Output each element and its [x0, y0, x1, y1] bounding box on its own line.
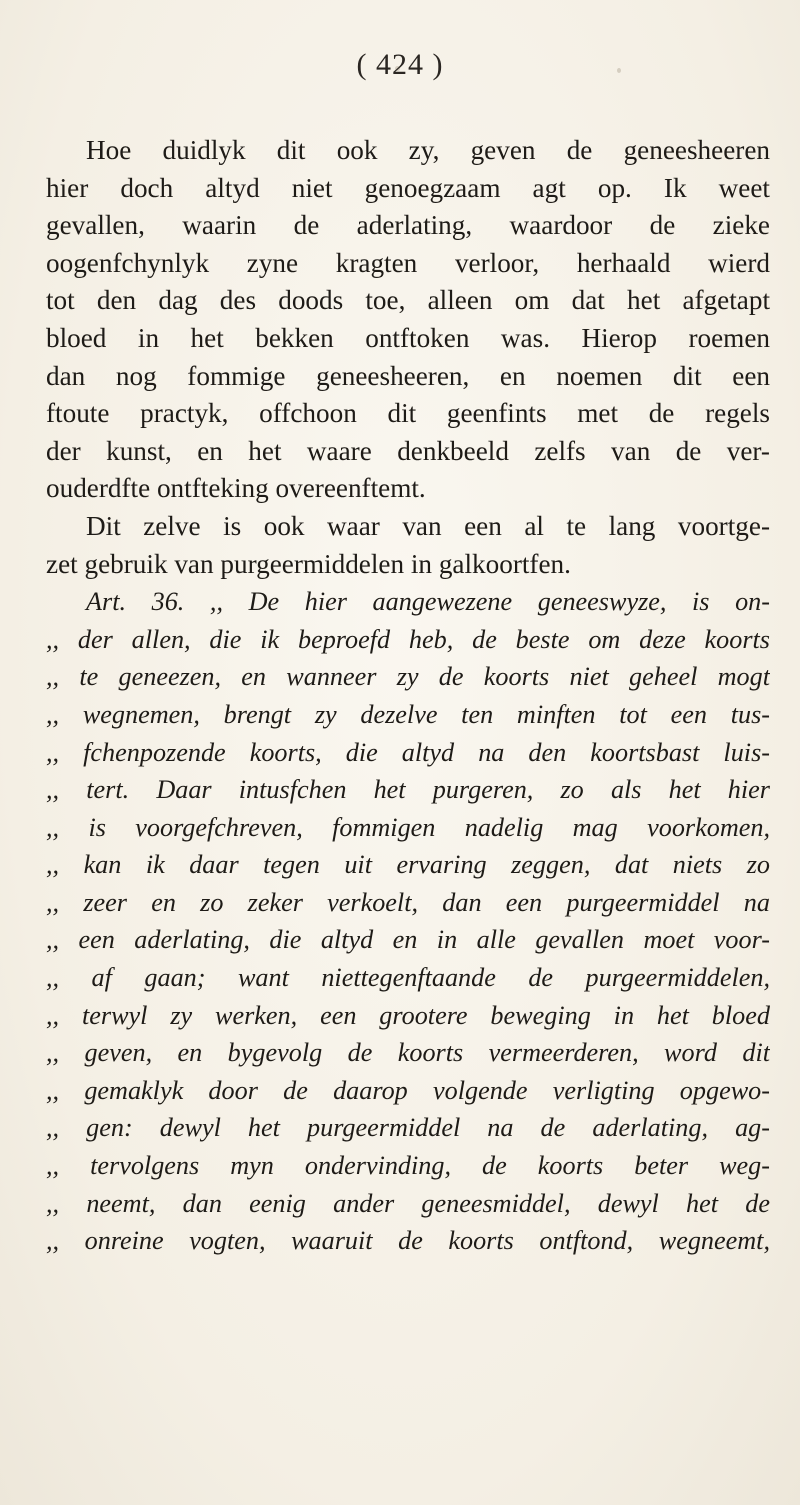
text-line: ,, gen: dewyl het purgeermiddel na de aderlating, ag- — [46, 1113, 770, 1143]
text-line: ouderdfte ontfteking overeenftemt. — [46, 473, 426, 504]
text-line: bloed in het bekken ontftoken was. Hierop roemen — [46, 322, 770, 353]
text-line: ftoute practyk, offchoon dit geenfints met de regels — [46, 398, 770, 429]
text-line: ,, is voorgefchreven, fommigen nadelig mag voorkomen, — [46, 812, 770, 842]
text-line: ,, kan ik daar tegen uit ervaring zeggen, dat niets zo — [46, 850, 770, 880]
text-line: ,, geven, en bygevolg de koorts vermeerderen, word dit — [46, 1038, 770, 1068]
text-line: zet gebruik van purgeermiddelen in galkoortfen. — [46, 548, 571, 579]
text-line: gevallen, waarin de aderlating, waardoor de zieke — [46, 210, 770, 241]
text-line: ,, der allen, die ik beproefd heb, de beste om deze koorts — [46, 624, 770, 654]
body-text — [46, 132, 770, 1260]
text-line: ,, onreine vogten, waaruit de koorts ontftond, wegneemt, — [46, 1226, 770, 1256]
text-line: Dit zelve is ook waar van een al te lang voortge- — [86, 510, 770, 541]
text-line: ,, tert. Daar intusfchen het purgeren, zo als het hier — [46, 775, 770, 805]
text-line: tot den dag des doods toe, alleen om dat het afgetapt — [46, 285, 770, 316]
text-line: ,, neemt, dan eenig ander geneesmiddel, dewyl het de — [46, 1188, 770, 1218]
text-line: ,, zeer en zo zeker verkoelt, dan een purgeermiddel na — [46, 887, 770, 917]
text-line: ,, een aderlating, die altyd en in alle gevallen moet voor- — [46, 925, 770, 955]
text-line: ,, gemaklyk door de daarop volgende verligting opgewo- — [46, 1075, 770, 1105]
text-line: dan nog fommige geneesheeren, en noemen dit een — [46, 360, 770, 391]
text-line: Hoe duidlyk dit ook zy, geven de geneesheeren — [86, 135, 770, 165]
text-line: ,, terwyl zy werken, een grootere beweging in het bloed — [46, 1000, 770, 1030]
text-line: ,, te geneezen, en wanneer zy de koorts niet geheel mogt — [46, 662, 770, 692]
text-line: ,, fchenpozende koorts, die altyd na den koortsbast luis- — [46, 737, 770, 767]
text-line: ,, tervolgens myn ondervinding, de koorts beter weg- — [46, 1151, 770, 1181]
text-line: hier doch altyd niet genoegzaam agt op. Ik weet — [46, 172, 770, 203]
text-line: der kunst, en het waare denkbeeld zelfs van de ver- — [46, 435, 770, 466]
text-line: ,, af gaan; want niettegenftaande de purgeermiddelen, — [46, 963, 770, 993]
text-line: oogenfchynlyk zyne kragten verloor, herhaald wierd — [46, 247, 770, 278]
page-number: ( 424 ) — [356, 48, 444, 81]
text-line: Art. 36. ,, De hier aangewezene geneeswyze, is on- — [86, 587, 770, 617]
text-line: ,, wegnemen, brengt zy dezelve ten minften tot een tus- — [46, 699, 770, 729]
